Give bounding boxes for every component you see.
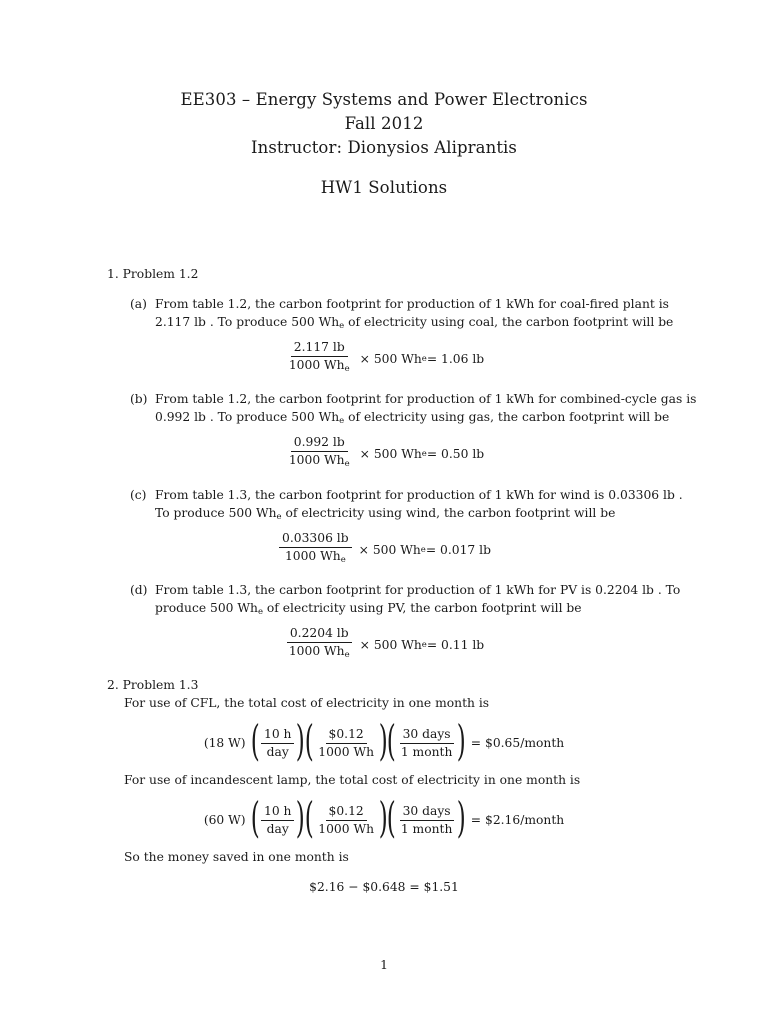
problem-1-label: 1. Problem 1.2 [107, 267, 199, 281]
part-b-line1: From table 1.2, the carbon footprint for production of 1 kWh for combined-cycle gas is [155, 392, 697, 406]
part-c-equation: $\frac{0.03306 lb}{1000 Wh_e}$ × 500 Wh e = 0.017 lb [0, 531, 768, 568]
part-b-equation: $\frac{0.992 lb}{1000 Wh_e}$ × 500 Wh e = 0.50 lb [288, 435, 485, 469]
page-number: 1 [380, 958, 388, 972]
part-b-line2: 0.992 lb . To produce 500 $Wh_e$ of electricity using gas, the carbon footprint will be [155, 410, 670, 426]
document-title: HW1 Solutions [320, 178, 448, 197]
part-a-line2: 2.117 lb . To produce 500 $Wh_e$ of electricity using coal, the carbon footprint will be [155, 315, 674, 331]
part-a-equation: $\frac{2.117 lb}{1000 Wh_e}$ × 500 Wh e = 1.06 lb [288, 340, 485, 374]
incandescent-text: For use of incandescent lamp, the total cost of electricity in one month is [124, 773, 581, 787]
course-title: EE303 – Energy Systems and Power Electronics [180, 90, 588, 109]
problem-2-label: 2. Problem 1.3 [107, 678, 199, 692]
part-a-marker: (a) [130, 297, 147, 311]
term: Fall 2012 [344, 114, 424, 133]
instructor: Instructor: Dionysios Aliprantis [251, 138, 517, 157]
cfl-text: For use of CFL, the total cost of electricity in one month is [124, 696, 490, 710]
part-c-line2: To produce 500 $Wh_e$ of electricity using wind, the carbon footprint will be [155, 506, 616, 522]
part-d-line1: From table 1.3, the carbon footprint for production of 1 kWh for PV is 0.2204 lb . To [155, 583, 681, 597]
saved-text: So the money saved in one month is [124, 850, 349, 864]
part-b-marker: (b) [130, 392, 148, 406]
cfl-equation: (18 W) ( $\frac{10 h}{\text{day}}$ ) ( $\frac{\$0.12}{1000 Wh}$ ) ( $\frac{\text{30 days}}{\text{1 month}}$ ) = $0.65/month [203, 716, 565, 765]
part-d-equation: $\frac{0.2204 lb}{1000 Wh_e}$ × 500 Wh e = 0.11 lb [288, 626, 485, 660]
part-c-line1: From table 1.3, the carbon footprint for production of 1 kWh for wind is 0.03306 lb . [155, 488, 683, 502]
part-d-line2: produce 500 $Wh_e$ of electricity using PV, the carbon footprint will be [155, 601, 582, 617]
saved-equation: $2.16 − $0.648 = $1.51 [309, 880, 459, 894]
incandescent-equation: (60 W) ( $\frac{10 h}{\text{day}}$ ) ( $\frac{\$0.12}{1000 Wh}$ ) ( $\frac{\text{30 days}}{\text{1 month}}$ ) = $2.16/month [203, 793, 565, 842]
part-a-line1: From table 1.2, the carbon footprint for production of 1 kWh for coal-fired plant is [155, 297, 669, 311]
part-d-marker: (d) [130, 583, 148, 597]
part-c-marker: (c) [130, 488, 147, 502]
